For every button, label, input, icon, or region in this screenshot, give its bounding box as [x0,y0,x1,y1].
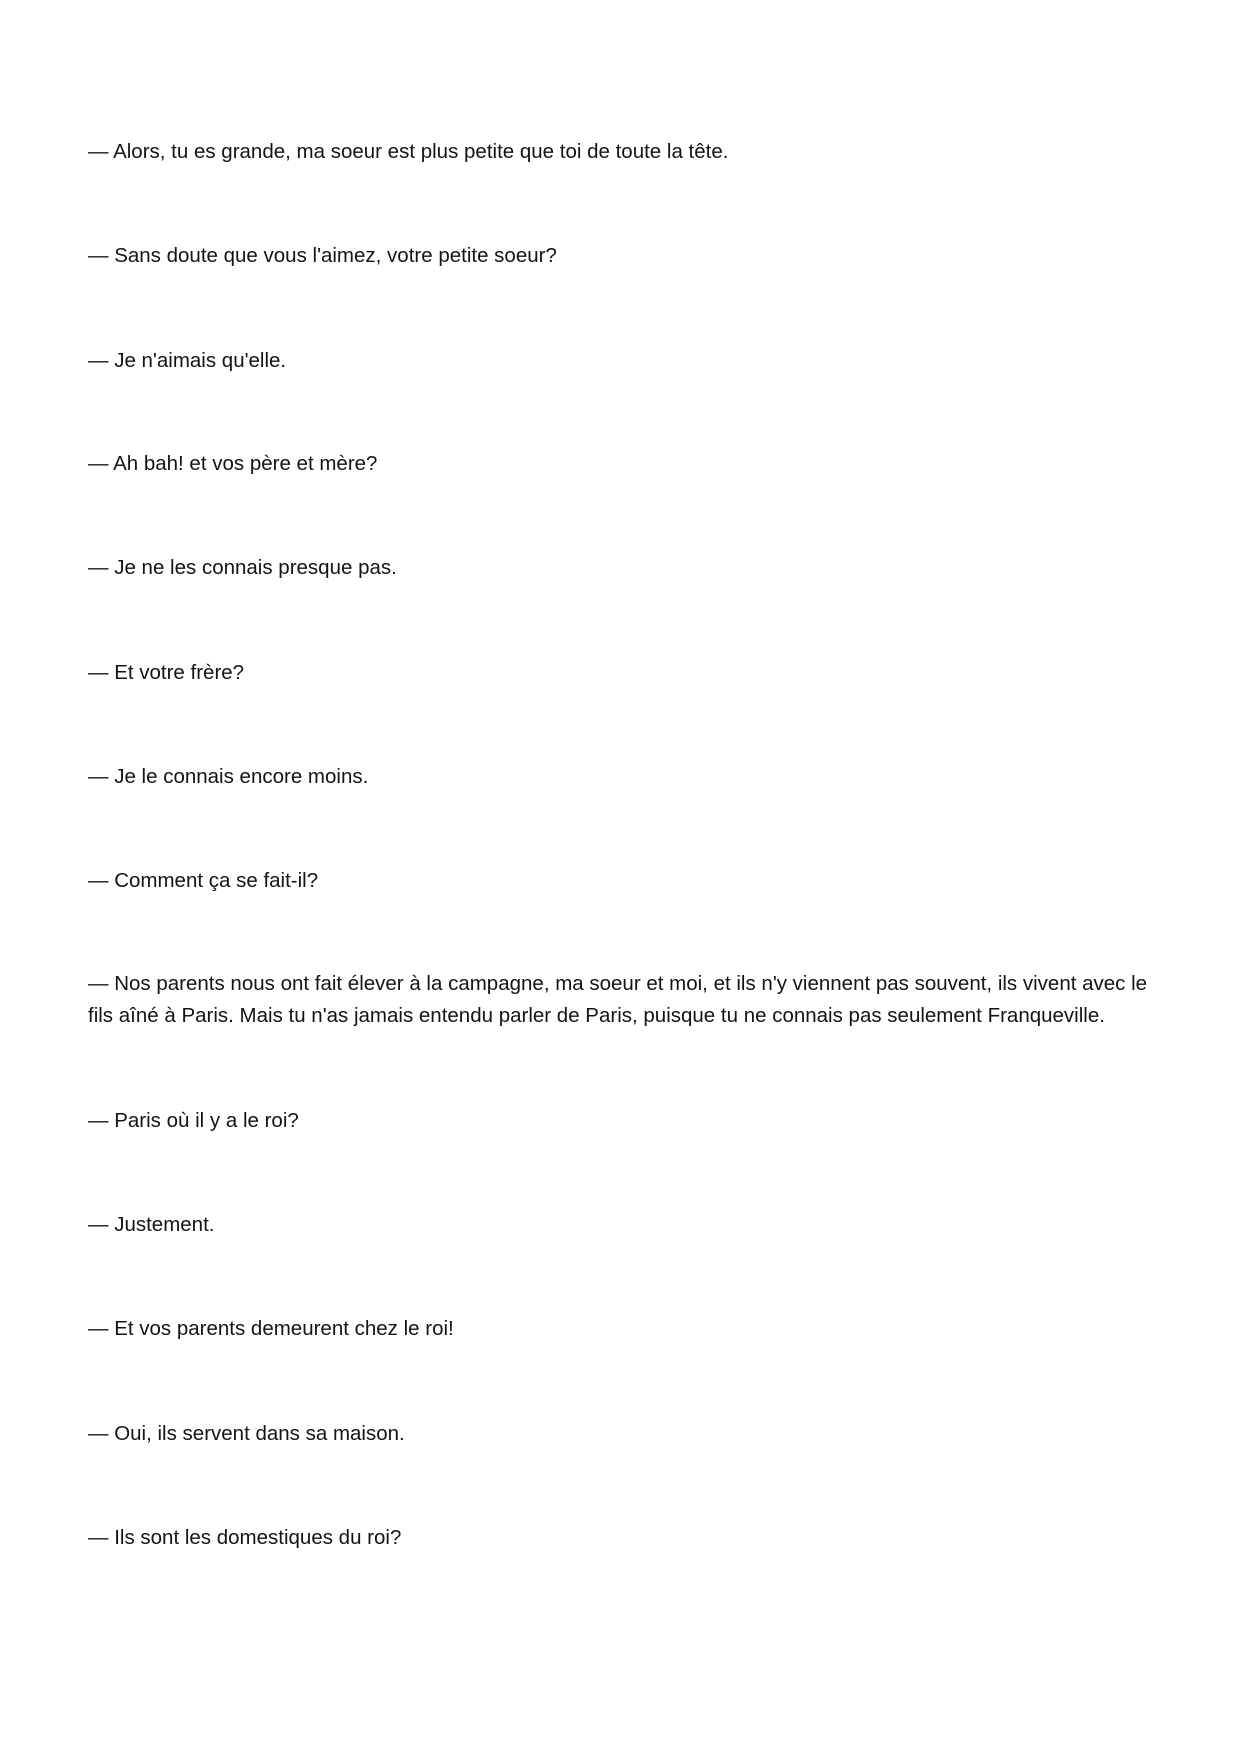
dialogue-paragraph: — Je n'aimais qu'elle. [88,349,287,372]
dialogue-paragraph: — Comment ça se fait-il? [88,869,319,892]
dialogue-paragraph: — Je ne les connais presque pas. [88,556,397,579]
dialogue-paragraph: — Alors, tu es grande, ma soeur est plus petite que toi de toute la tête. [88,140,729,163]
dialogue-paragraph: — Et votre frère? [88,661,245,684]
dialogue-paragraph: — Oui, ils servent dans sa maison. [88,1422,405,1445]
dialogue-paragraph: — Et vos parents demeurent chez le roi! [88,1317,454,1340]
dialogue-paragraph: — Paris où il y a le roi? [88,1109,299,1132]
dialogue-paragraph: — Sans doute que vous l'aimez, votre petite soeur? [88,244,557,267]
dialogue-paragraph: — Ah bah! et vos père et mère? [88,452,378,475]
dialogue-paragraph: — Justement. [88,1213,215,1236]
dialogue-paragraph: — Ils sont les domestiques du roi? [88,1526,402,1549]
dialogue-paragraph: — Nos parents nous ont fait élever à la campagne, ma soeur et moi, et ils n'y viennent pas souvent, ils vivent avec le fils aîné à Paris. Mais tu n'as jamais entendu parler de Paris, puisque tu ne connais pas seulement Franqueville. [88,972,1148,1027]
dialogue-paragraph: — Je le connais encore moins. [88,765,369,788]
